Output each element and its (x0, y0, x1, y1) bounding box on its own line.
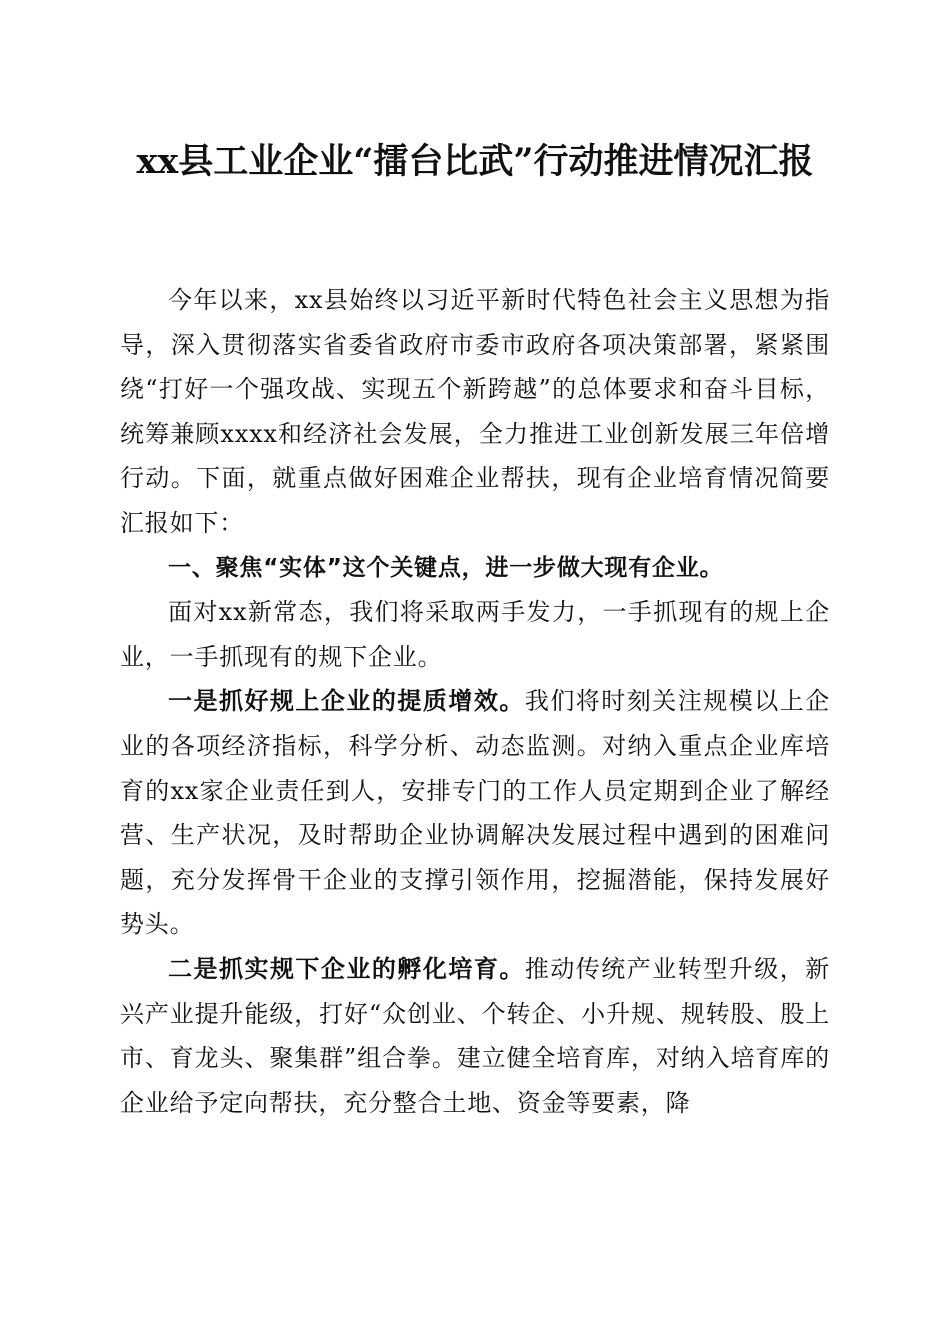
paragraph-text: 今年以来，xx县始终以习近平新时代特色社会主义思想为指导，深入贯彻落实省委省政府市委市政府各项决策部署，紧紧围绕“打好一个强攻战、实现五个新跨越”的总体要求和奋斗目标，统筹兼顾xxxx和经济社会发展，全力推进工业创新发展三年倍增行动。下面，就重点做好困难企业帮扶，现有企业培育情况简要汇报如下： (120, 286, 830, 537)
paragraph-point-2 (120, 947, 830, 1125)
section-heading-1: 一、聚焦“实体”这个关键点，进一步做大现有企业。 (168, 554, 724, 581)
paragraph-text: 面对xx新常态，我们将采取两手发力，一手抓现有的规上企业，一手抓现有的规下企业。 (120, 598, 830, 671)
paragraph-lead: 一是抓好规上企业的提质增效。 (168, 686, 525, 716)
paragraph-intro (120, 278, 830, 546)
paragraph-text: 推动传统产业转型升级，新兴产业提升能级，打好“众创业、个转企、小升规、规转股、股上市、育龙头、聚集群”组合拳。建立健全培育库，对纳入培育库的企业给予定向帮扶，充分整合土地、资金等要素，降 (120, 954, 830, 1117)
paragraph-text: 我们将时刻关注规模以上企业的各项经济指标，科学分析、动态监测。对纳入重点企业库培育的xx家企业责任到人，安排专门的工作人员定期到企业了解经营、生产状况，及时帮助企业协调解决发展过程中遇到的困难问题，充分发挥骨干企业的支撑引领作用，挖掘潜能，保持发展好势头。 (120, 687, 830, 939)
paragraph-section-1-intro (120, 590, 830, 679)
document-body (120, 278, 830, 1125)
paragraph-lead: 二是抓实规下企业的孵化培育。 (168, 953, 525, 983)
document-title: xx县工业企业“擂台比武”行动推进情况汇报 (136, 141, 814, 182)
paragraph-point-1 (120, 679, 830, 947)
